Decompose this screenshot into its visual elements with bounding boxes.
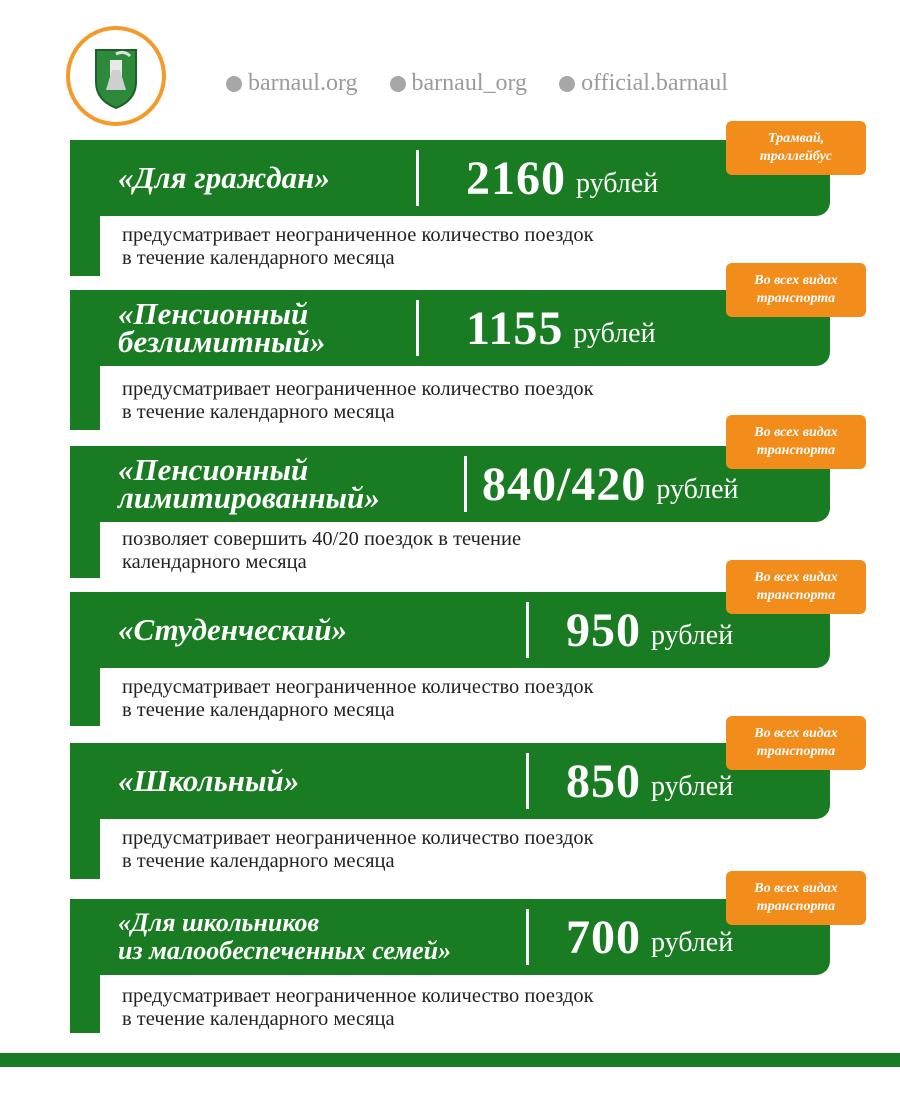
transport-badge: Во всех видах транспорта [726, 263, 866, 317]
card-banner [70, 290, 830, 366]
globe-icon [226, 76, 242, 92]
emblem-shield-icon [70, 30, 162, 122]
card-divider [526, 753, 529, 809]
card-price [566, 592, 733, 668]
price-unit: рублей [651, 620, 734, 651]
card-banner [70, 140, 830, 216]
transport-badge: Во всех видах транспорта [726, 560, 866, 614]
card-price [466, 290, 656, 366]
card-description: предусматривает неограниченное количество поездок в течение календарного месяца [122, 378, 594, 423]
price-unit: рублей [651, 771, 734, 802]
card-description: предусматривает неограниченное количество поездок в течение календарного месяца [122, 985, 594, 1030]
card-banner [70, 899, 830, 975]
price-unit: рублей [573, 318, 656, 349]
vk-icon [559, 76, 575, 92]
card-description: предусматривает неограниченное количество поездок в течение календарного месяца [122, 224, 594, 269]
bottom-bar [0, 1053, 900, 1067]
card-title: «Школьный» [118, 763, 300, 798]
price-value: 950 [566, 603, 641, 657]
transport-badge: Во всех видах транспорта [726, 716, 866, 770]
fare-card-school [70, 743, 830, 872]
fare-card-low-income-pupils [70, 899, 830, 1030]
card-title: «Для граждан» [118, 160, 330, 195]
city-emblem-logo [66, 26, 166, 126]
fare-card-student [70, 592, 830, 721]
card-description: предусматривает неограниченное количество поездок в течение календарного месяца [122, 676, 594, 721]
social-link-label: barnaul.org [248, 70, 358, 96]
social-links [226, 70, 840, 97]
card-description: предусматривает неограниченное количество поездок в течение календарного месяца [122, 827, 594, 872]
card-divider [464, 456, 467, 512]
card-price [566, 899, 733, 975]
transport-badge: Во всех видах транспорта [726, 871, 866, 925]
transport-badge: Трамвай, троллейбус [726, 121, 866, 175]
social-link-website[interactable] [226, 70, 358, 97]
card-description: позволяет совершить 40/20 поездок в течение календарного месяца [122, 528, 522, 573]
price-value: 840/420 [482, 457, 647, 511]
card-title: «Пенсионный безлимитный» [118, 296, 326, 359]
card-price [566, 743, 733, 819]
card-price [466, 140, 658, 216]
price-unit: рублей [576, 168, 659, 199]
card-divider [416, 300, 419, 356]
price-unit: рублей [656, 474, 739, 505]
telegram-icon [390, 76, 406, 92]
social-link-label: barnaul_org [411, 70, 528, 96]
card-divider [416, 150, 419, 206]
price-value: 2160 [466, 151, 566, 205]
card-title: «Пенсионный лимитированный» [118, 452, 380, 515]
price-value: 700 [566, 910, 641, 964]
fare-card-pension-unlimited [70, 290, 830, 423]
card-divider [526, 909, 529, 965]
card-banner [70, 592, 830, 668]
fare-card-pension-limited [70, 446, 830, 573]
social-link-telegram[interactable] [390, 70, 528, 97]
price-unit: рублей [651, 927, 734, 958]
card-price [482, 446, 739, 522]
price-value: 850 [566, 754, 641, 808]
card-divider [526, 602, 529, 658]
social-link-label: official.barnaul [581, 70, 728, 96]
card-title: «Для школьников из малообеспеченных семей» [118, 908, 452, 965]
fare-card-citizens [70, 140, 830, 269]
card-banner [70, 743, 830, 819]
card-banner [70, 446, 830, 522]
social-link-vk[interactable] [559, 70, 728, 97]
transport-badge: Во всех видах транспорта [726, 415, 866, 469]
price-value: 1155 [466, 301, 564, 355]
card-title: «Студенческий» [118, 612, 348, 647]
